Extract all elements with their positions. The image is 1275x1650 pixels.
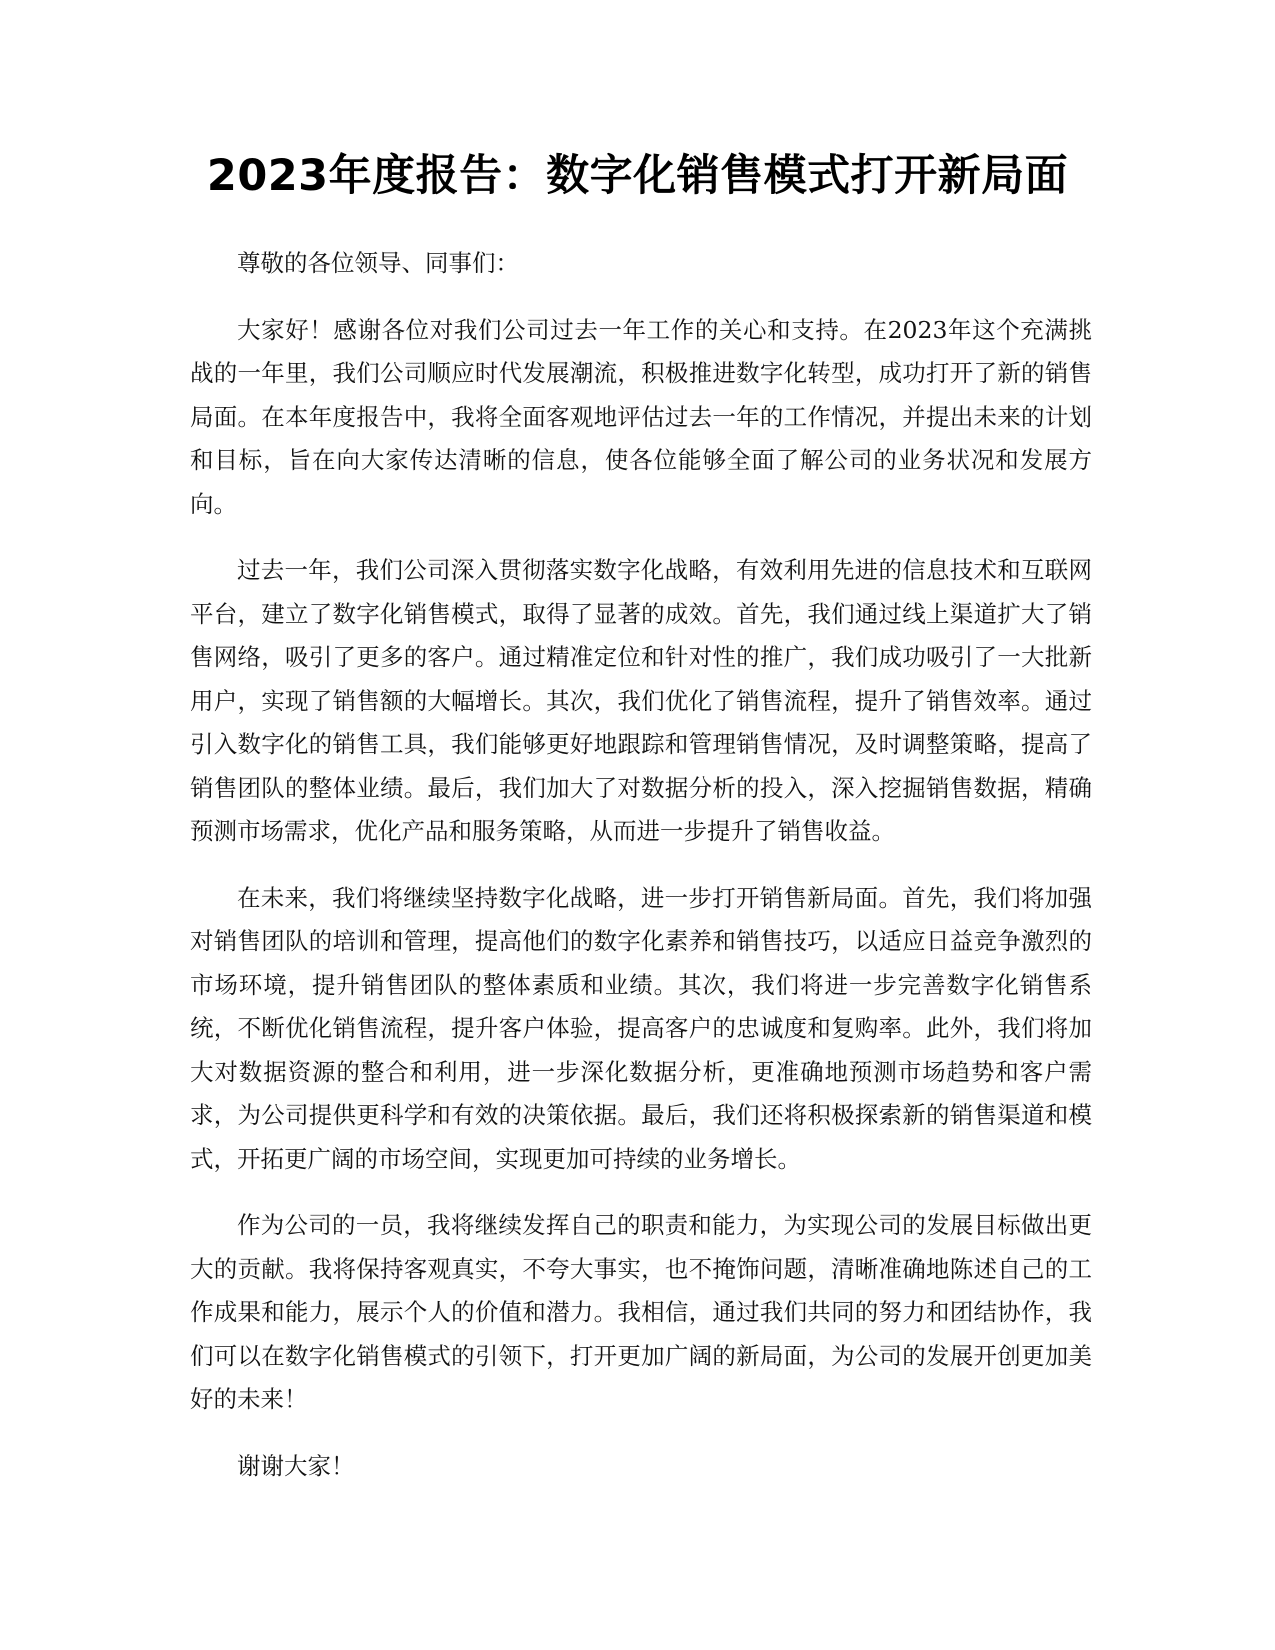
- paragraph-4: 作为公司的一员，我将继续发挥自己的职责和能力，为实现公司的发展目标做出更大的贡献。我将保持客观真实，不夸大事实，也不掩饰问题，清晰准确地陈述自己的工作成果和能力，展示个人的价值和潜力。我相信，通过我们共同的努力和团结协作，我们可以在数字化销售模式的引领下，打开更加广阔的新局面，为公司的发展开创更加美好的未来！: [190, 1211, 1092, 1413]
- paragraph-1: 大家好！感谢各位对我们公司过去一年工作的关心和支持。在2023年这个充满挑战的一年里，我们公司顺应时代发展潮流，积极推进数字化转型，成功打开了新的销售局面。在本年度报告中，我将全面客观地评估过去一年的工作情况，并提出未来的计划和目标，旨在向大家传达清晰的信息，使各位能够全面了解公司的业务状况和发展方向。: [190, 315, 1092, 518]
- salutation: 尊敬的各位领导、同事们：: [237, 249, 519, 277]
- paragraph-3: 在未来，我们将继续坚持数字化战略，进一步打开销售新局面。首先，我们将加强对销售团队的培训和管理，提高他们的数字化素养和销售技巧，以适应日益竞争激烈的市场环境，提升销售团队的整体素质和业绩。其次，我们将进一步完善数字化销售系统，不断优化销售流程，提升客户体验，提高客户的忠诚度和复购率。此外，我们将加大对数据资源的整合和利用，进一步深化数据分析，更准确地预测市场趋势和客户需求，为公司提供更科学和有效的决策依据。最后，我们还将积极探索新的销售渠道和模式，开拓更广阔的市场空间，实现更加可持续的业务增长。: [190, 883, 1092, 1173]
- document-body: [190, 242, 1092, 1511]
- document-title: 2023年度报告：数字化销售模式打开新局面: [206, 151, 1069, 201]
- closing: 谢谢大家！: [237, 1451, 355, 1480]
- paragraph-2: 过去一年，我们公司深入贯彻落实数字化战略，有效利用先进的信息技术和互联网平台，建立了数字化销售模式，取得了显著的成效。首先，我们通过线上渠道扩大了销售网络，吸引了更多的客户。通过精准定位和针对性的推广，我们成功吸引了一大批新用户，实现了销售额的大幅增长。其次，我们优化了销售流程，提升了销售效率。通过引入数字化的销售工具，我们能够更好地跟踪和管理销售情况，及时调整策略，提高了销售团队的整体业绩。最后，我们加大了对数据分析的投入，深入挖掘销售数据，精确预测市场需求，优化产品和服务策略，从而进一步提升了销售收益。: [190, 556, 1092, 845]
